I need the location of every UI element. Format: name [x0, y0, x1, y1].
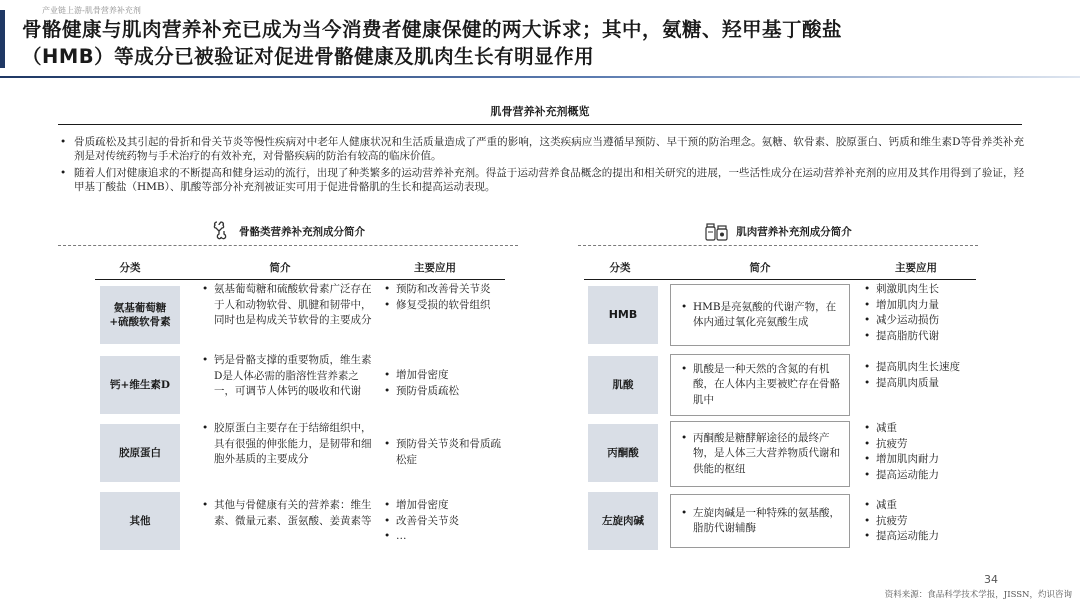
- muscle-col-application: 主要应用: [895, 262, 937, 274]
- overview-divider: [58, 124, 1022, 125]
- muscle-application-4: [862, 498, 974, 545]
- bone-category-3: 胶原蛋白: [100, 424, 180, 482]
- muscle-col-category: 分类: [609, 262, 631, 274]
- bone-joint-icon: [211, 220, 233, 242]
- page-title-line: 骨骼健康与肌肉营养补充已成为当今消费者健康保健的两大诉求；其中，氨糖、羟甲基丁酸盐: [22, 18, 843, 41]
- bone-category-4: 其他: [100, 492, 180, 550]
- muscle-application-item: • 刺激肌肉生长: [862, 282, 974, 298]
- muscle-application-2: [862, 360, 974, 391]
- bone-application-item: • 预防骨关节炎和骨质疏松症: [382, 437, 502, 468]
- muscle-category-3: 丙酮酸: [588, 424, 658, 482]
- bone-intro-item: • 其他与骨健康有关的营养素：维生素、微量元素、蛋氨酸、姜黄素等: [200, 498, 372, 529]
- page-title: [22, 16, 1062, 70]
- muscle-col-intro: 简介: [749, 262, 771, 274]
- bone-application-item: • …: [382, 529, 502, 545]
- bone-intro-4: [200, 498, 372, 529]
- muscle-application-1: [862, 282, 974, 344]
- muscle-intro-4: [679, 506, 841, 537]
- bone-col-application: 主要应用: [414, 262, 456, 274]
- muscle-header-rule: [584, 279, 976, 280]
- muscle-application-item: • 提高运动能力: [862, 468, 974, 484]
- muscle-intro-box-3: [670, 421, 850, 487]
- bone-application-item: • 修复受损的软骨组织: [382, 298, 502, 314]
- muscle-panel-title: 肌肉营养补充剂成分简介: [736, 225, 852, 238]
- bone-application-item: • 预防骨质疏松: [382, 384, 502, 400]
- muscle-application-item: • 减重: [862, 498, 974, 514]
- muscle-intro-item: • 肌酸是一种天然的含氮的有机酸，在人体内主要被贮存在骨骼肌中: [679, 362, 841, 409]
- muscle-intro-item: • 丙酮酸是糖酵解途径的最终产物，是人体三大营养物质代谢和供能的枢纽: [679, 431, 841, 478]
- muscle-application-item: • 提高运动能力: [862, 529, 974, 545]
- muscle-application-item: • 提高肌肉质量: [862, 376, 974, 392]
- bone-application-item: • 增加骨密度: [382, 368, 502, 384]
- muscle-intro-box-2: [670, 354, 850, 416]
- muscle-category-4: 左旋肉碱: [588, 492, 658, 550]
- supplement-bottles-icon: [704, 220, 730, 242]
- overview-bullet: • 骨质疏松及其引起的骨折和骨关节炎等慢性疾病对中老年人健康状况和生活质量造成了严重的影响，这类疾病应当遵循早预防、早干预的防治理念。氨糖、软骨素、胶原蛋白、钙质和维生素D等骨养类补充剂是对传统药物与手术治疗的有效补充，对骨骼疾病的防治有较高的临床价值。: [58, 135, 1024, 163]
- muscle-application-item: • 减少运动损伤: [862, 313, 974, 329]
- muscle-intro-3: [679, 431, 841, 478]
- bone-header-rule: [95, 279, 505, 280]
- overview-bullets: [58, 135, 1024, 197]
- bone-application-1: [382, 282, 502, 313]
- muscle-intro-box-1: [670, 284, 850, 346]
- muscle-application-item: • 增加肌肉力量: [862, 298, 974, 314]
- bone-intro-item: • 胶原蛋白主要存在于结缔组织中，具有很强的伸张能力，是韧带和细胞外基质的主要成分: [200, 421, 372, 468]
- bone-application-item: • 预防和改善骨关节炎: [382, 282, 502, 298]
- muscle-application-item: • 抗疲劳: [862, 514, 974, 530]
- bone-intro-item: • 钙是骨骼支撑的重要物质，维生素D是人体必需的脂溶性营养素之一，可调节人体钙的吸收和代谢: [200, 353, 372, 400]
- muscle-application-item: • 抗疲劳: [862, 437, 974, 453]
- source-note: 资料来源：食品科学技术学报，JISSN，灼识咨询: [884, 590, 1072, 600]
- muscle-application-item: • 提高肌肉生长速度: [862, 360, 974, 376]
- bone-panel-title: 骨骼类营养补充剂成分简介: [239, 225, 365, 238]
- title-divider: [0, 76, 1080, 78]
- bone-application-4: [382, 498, 502, 545]
- muscle-category-1: HMB: [588, 286, 658, 344]
- muscle-category-2: 肌酸: [588, 356, 658, 414]
- muscle-intro-box-4: [670, 494, 850, 548]
- bone-col-category: 分类: [119, 262, 141, 274]
- page-number: 34: [984, 573, 998, 586]
- bone-col-intro: 简介: [269, 262, 291, 274]
- muscle-intro-item: • 左旋肉碱是一种特殊的氨基酸，脂肪代谢辅酶: [679, 506, 841, 537]
- bone-category-2: 钙+维生素D: [100, 356, 180, 414]
- title-accent-bar: [0, 10, 5, 68]
- overview-bullet: • 随着人们对健康追求的不断提高和健身运动的流行，出现了种类繁多的运动营养补充剂。得益于运动营养食品概念的提出和相关研究的进展，一些活性成分在运动营养补充剂的应用及其作用得到了验证，羟甲基丁酸盐（HMB）、肌酸等部分补充剂被证实可用于促进骨骼肌的生长和提高运动表现。: [58, 166, 1024, 194]
- muscle-application-item: • 增加肌肉耐力: [862, 452, 974, 468]
- bone-intro-3: [200, 421, 372, 468]
- bone-application-2: [382, 368, 502, 399]
- page-title-line: （HMB）等成分已被验证对促进骨骼健康及肌肉生长有明显作用: [22, 45, 595, 68]
- bone-intro-item: • 氨基葡萄糖和硫酸软骨素广泛存在于人和动物软骨、肌腱和韧带中，同时也是构成关节软骨的主要成分: [200, 282, 372, 329]
- bone-application-item: • 增加骨密度: [382, 498, 502, 514]
- muscle-application-item: • 提高脂肪代谢: [862, 329, 974, 345]
- bone-application-3: [382, 437, 502, 468]
- bone-intro-2: [200, 353, 372, 400]
- breadcrumb: 产业链上游-肌骨营养补充剂: [42, 6, 141, 15]
- muscle-intro-1: [679, 300, 841, 331]
- bone-intro-1: [200, 282, 372, 329]
- muscle-intro-item: • HMB是亮氨酸的代谢产物，在体内通过氧化亮氨酸生成: [679, 300, 841, 331]
- overview-title: 肌骨营养补充剂概览: [490, 105, 590, 118]
- muscle-intro-2: [679, 362, 841, 409]
- bone-category-1: 氨基葡萄糖+硫酸软骨素: [100, 286, 180, 344]
- muscle-application-item: • 减重: [862, 421, 974, 437]
- bone-application-item: • 改善骨关节炎: [382, 514, 502, 530]
- muscle-panel-header: [578, 218, 978, 246]
- bone-panel-header: [58, 218, 518, 246]
- muscle-application-3: [862, 421, 974, 483]
